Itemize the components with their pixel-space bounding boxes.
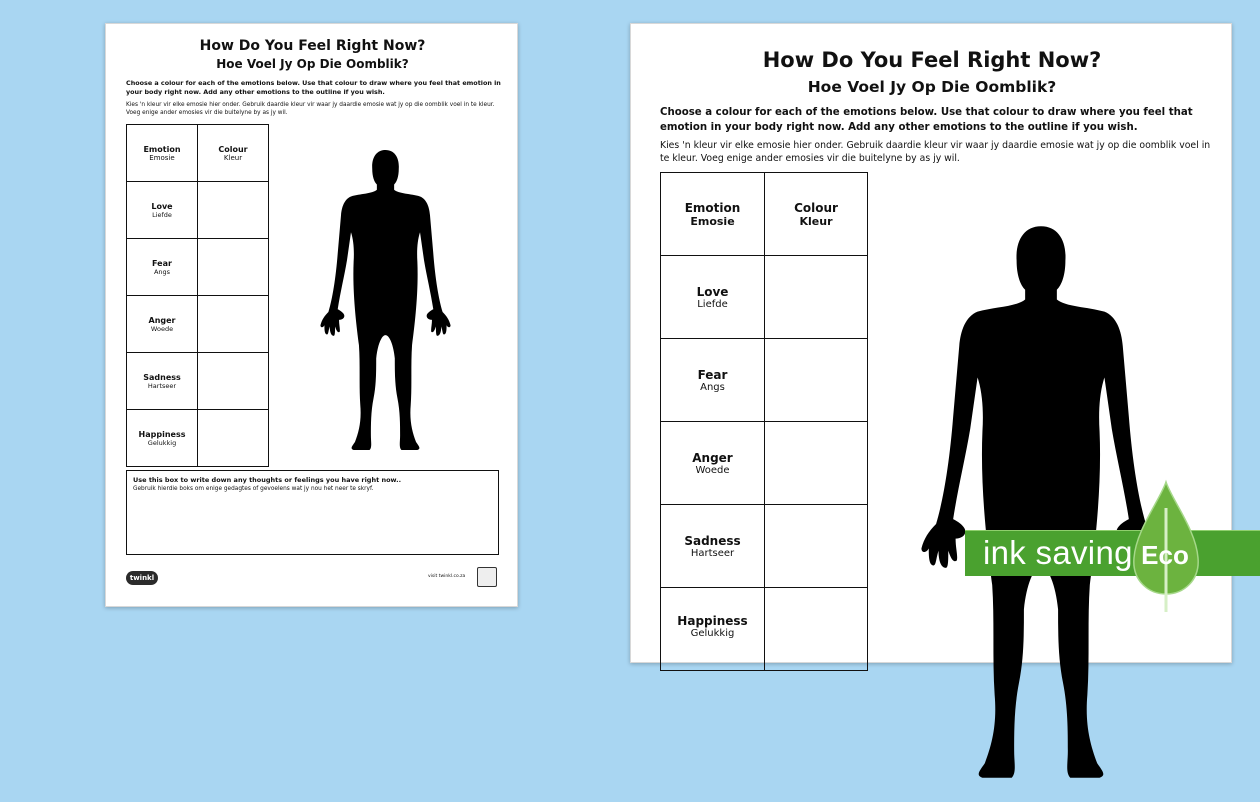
emotion-name-af: Liefde bbox=[697, 298, 728, 310]
header-emotion-label-af: Emosie bbox=[149, 153, 175, 162]
header-emotion-label-af: Emosie bbox=[690, 214, 735, 228]
eco-badge bbox=[965, 480, 1260, 615]
header-colour bbox=[198, 125, 269, 182]
emotion-cell bbox=[661, 256, 765, 339]
emotion-name-af: Woede bbox=[695, 464, 730, 476]
emotion-cell bbox=[127, 182, 198, 239]
emotion-name-af: Gelukkig bbox=[147, 438, 177, 447]
header-colour bbox=[765, 173, 868, 256]
instructions-english: Choose a colour for each of the emotions below. Use that colour to draw where you feel that emotion in your body right now. Add any other emotions to the outline if you wish. bbox=[660, 107, 1193, 133]
header-colour-label: Colour bbox=[218, 144, 248, 154]
page-subtitle: Hoe Voel Jy Op Die Oomblik? bbox=[807, 78, 1057, 96]
page-subtitle: Hoe Voel Jy Op Die Oomblik? bbox=[216, 57, 409, 71]
emotion-name: Sadness bbox=[684, 533, 741, 548]
eco-label: Eco bbox=[1141, 540, 1189, 570]
footer-url: visit twinkl.co.za bbox=[428, 574, 466, 579]
instructions-afrikaans: Kies 'n kleur vir elke emosie hier onder. Gebruik daardie kleur vir waar jy daardie emosie wat jy op die oomblik voel in te kleur. Voeg enige ander emosies vir die buitelyne by as jy wil. bbox=[126, 102, 495, 116]
notes-box[interactable] bbox=[126, 470, 499, 555]
colour-cell[interactable] bbox=[765, 256, 868, 339]
emotion-table bbox=[126, 124, 269, 467]
emotion-name: Fear bbox=[697, 367, 728, 382]
emotion-cell bbox=[127, 296, 198, 353]
instructions-english: Choose a colour for each of the emotions below. Use that colour to draw where you feel that emotion in your body right now. Add any other emotions to the outline if you wish. bbox=[126, 79, 501, 96]
emotion-name: Anger bbox=[692, 450, 733, 465]
emotion-cell bbox=[661, 505, 765, 588]
colour-cell[interactable] bbox=[198, 410, 269, 467]
page-title: How Do You Feel Right Now? bbox=[199, 38, 426, 54]
header-emotion bbox=[661, 173, 765, 256]
colour-cell[interactable] bbox=[198, 239, 269, 296]
header-colour-label-af: Kleur bbox=[799, 214, 833, 228]
page-title: How Do You Feel Right Now? bbox=[762, 48, 1102, 72]
footer-badge-icon bbox=[477, 567, 497, 587]
emotion-name-af: Angs bbox=[700, 381, 725, 393]
emotion-cell bbox=[127, 353, 198, 410]
body-outline[interactable] bbox=[302, 146, 469, 454]
emotion-name: Love bbox=[696, 284, 729, 299]
emotion-name: Anger bbox=[148, 315, 176, 325]
emotion-table bbox=[660, 172, 868, 671]
emotion-cell bbox=[127, 410, 198, 467]
notes-prompt-english: Use this box to write down any thoughts or feelings you have right now.. bbox=[133, 476, 402, 484]
twinkl-logo-text: twinkl bbox=[129, 574, 155, 582]
emotion-name-af: Hartseer bbox=[147, 381, 177, 390]
twinkl-logo bbox=[126, 571, 158, 585]
emotion-name-af: Woede bbox=[150, 324, 174, 333]
emotion-cell bbox=[127, 239, 198, 296]
instructions-afrikaans: Kies 'n kleur vir elke emosie hier onder. Gebruik daardie kleur vir waar jy daardie emosie wat jy op die oomblik voel in te kleur. Voeg enige ander emosies vir die buitelyne by as jy wil. bbox=[660, 140, 1211, 164]
emotion-name: Sadness bbox=[143, 372, 181, 382]
emotion-name-af: Hartseer bbox=[690, 547, 735, 559]
colour-cell[interactable] bbox=[765, 588, 868, 671]
header-emotion-label: Emotion bbox=[684, 200, 741, 215]
colour-cell[interactable] bbox=[765, 339, 868, 422]
colour-cell[interactable] bbox=[765, 505, 868, 588]
emotion-cell bbox=[661, 339, 765, 422]
header-emotion-label: Emotion bbox=[143, 144, 181, 154]
notes-prompt-afrikaans: Gebruik hierdie boks om enige gedagtes of gevoelens wat jy nou het neer te skryf. bbox=[133, 486, 374, 492]
emotion-name: Happiness bbox=[138, 429, 186, 439]
header-colour-label: Colour bbox=[794, 200, 838, 215]
colour-cell[interactable] bbox=[198, 296, 269, 353]
header-colour-label-af: Kleur bbox=[223, 153, 243, 162]
emotion-cell bbox=[661, 422, 765, 505]
ink-saving-text: ink saving bbox=[983, 534, 1133, 571]
emotion-name: Happiness bbox=[677, 614, 748, 628]
eco-banner bbox=[965, 530, 1260, 576]
emotion-name-af: Gelukkig bbox=[690, 628, 735, 639]
emotion-name-af: Liefde bbox=[152, 210, 172, 219]
colour-cell[interactable] bbox=[765, 422, 868, 505]
emotion-name-af: Angs bbox=[153, 267, 171, 276]
worksheet-page-small bbox=[105, 23, 518, 607]
emotion-name: Fear bbox=[152, 258, 172, 268]
emotion-name: Love bbox=[151, 201, 173, 211]
colour-cell[interactable] bbox=[198, 353, 269, 410]
header-emotion bbox=[127, 125, 198, 182]
emotion-cell bbox=[661, 588, 765, 671]
colour-cell[interactable] bbox=[198, 182, 269, 239]
